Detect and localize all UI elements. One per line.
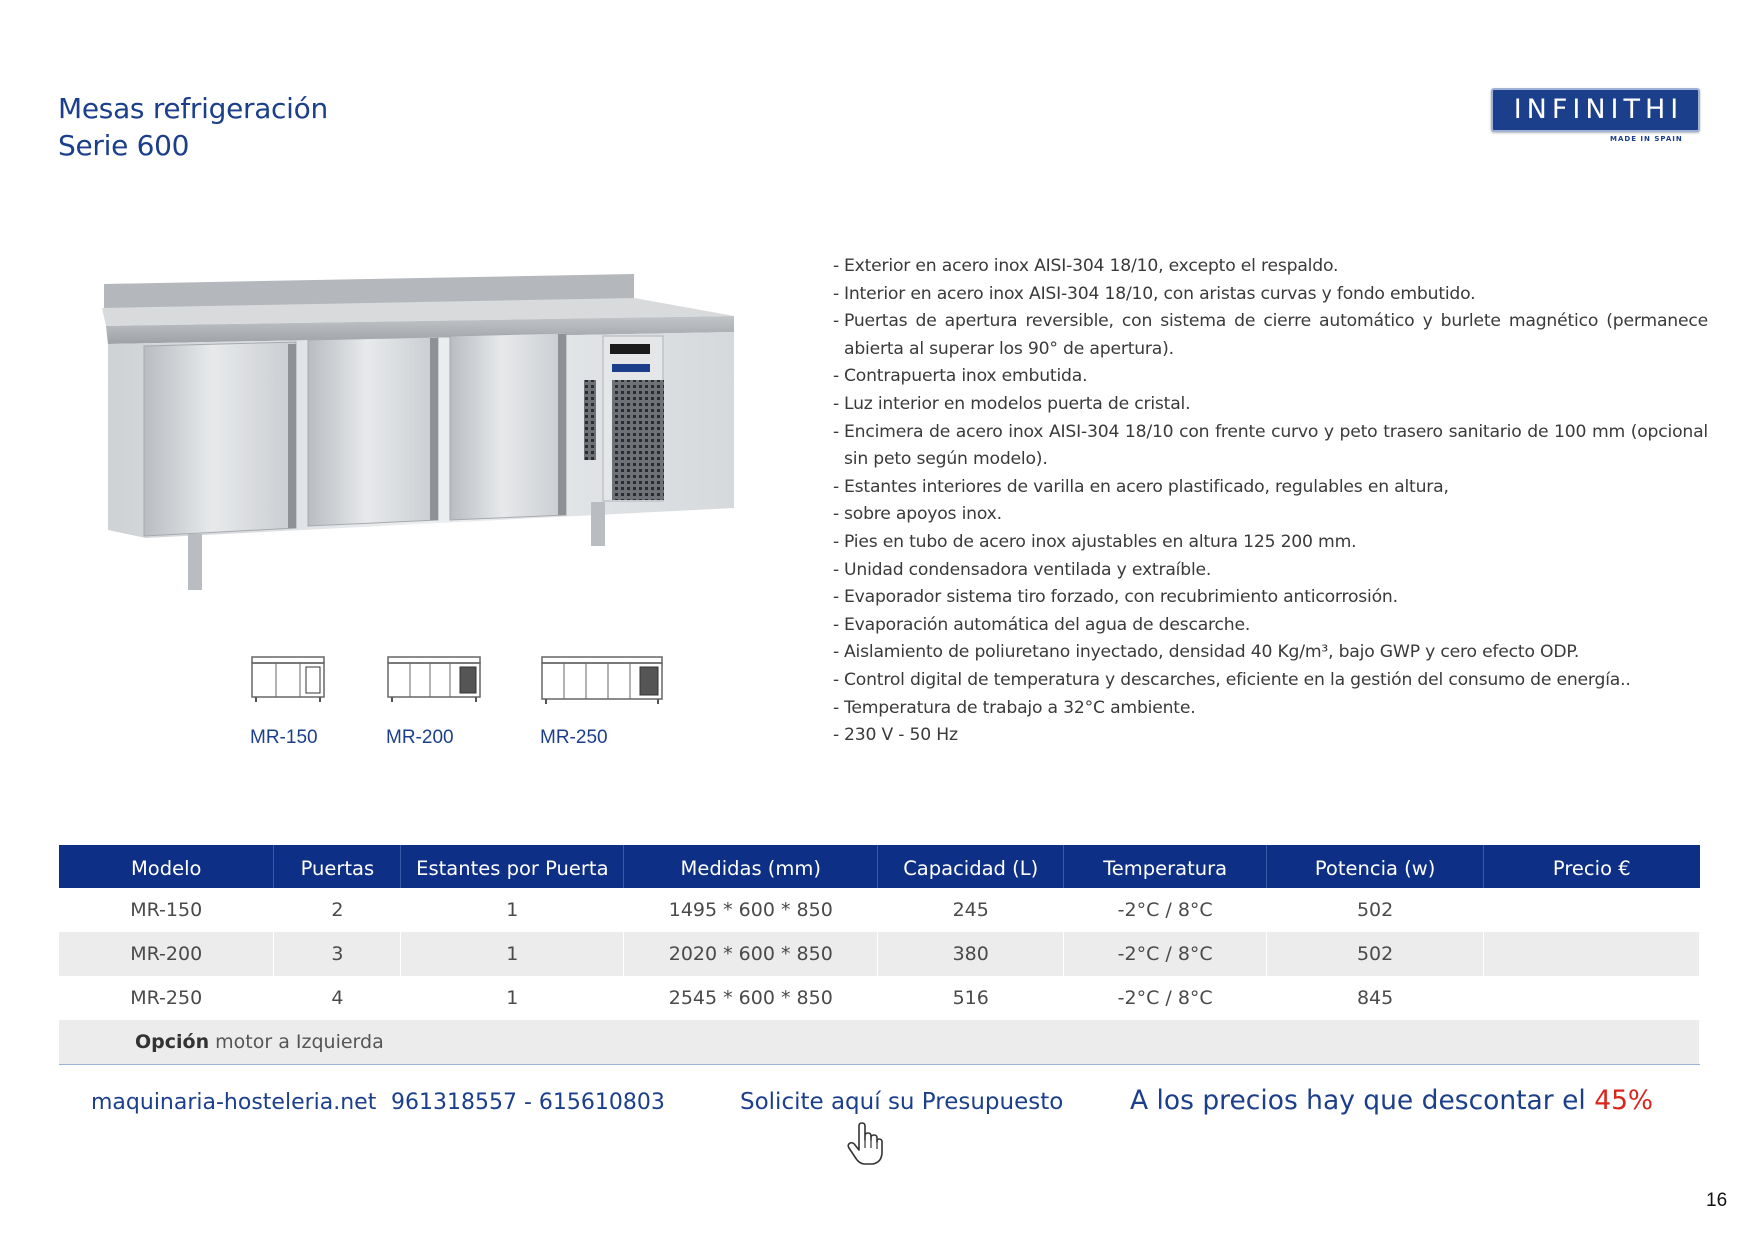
feature-item: - sobre apoyos inox.: [833, 501, 1708, 529]
column-header: Capacidad (L): [878, 845, 1064, 888]
table-cell: -2°C / 8°C: [1064, 888, 1267, 932]
hand-pointer-icon[interactable]: [847, 1122, 883, 1166]
phone-numbers[interactable]: 961318557 - 615610803: [391, 1090, 665, 1115]
request-quote-link[interactable]: Solicite aquí su Presupuesto: [740, 1089, 1064, 1115]
feature-item: - Evaporador sistema tiro forzado, con recubrimiento anticorrosión.: [833, 584, 1708, 612]
column-header: Puertas: [274, 845, 401, 888]
table-cell: [1484, 976, 1700, 1020]
brand-logo: [1491, 88, 1700, 132]
mr200-thumb-icon: [386, 655, 484, 703]
feature-item: - Encimera de acero inox AISI-304 18/10 con frente curvo y peto trasero sanitario de 100 mm (opcional sin peto según modelo).: [833, 419, 1708, 474]
discount-percent: 45%: [1594, 1085, 1654, 1116]
table-cell: 1: [401, 932, 624, 976]
page-number: 16: [1706, 1190, 1728, 1211]
model-label-mr150: MR-150: [250, 727, 318, 748]
table-cell: 3: [274, 932, 401, 976]
feature-item: - Exterior en acero inox AISI-304 18/10, excepto el respaldo.: [833, 253, 1708, 281]
feature-item: - 230 V - 50 Hz: [833, 722, 1708, 750]
feature-item: - Aislamiento de poliuretano inyectado, densidad 40 Kg/m³, bajo GWP y cero efecto ODP.: [833, 639, 1708, 667]
table-cell: -2°C / 8°C: [1064, 976, 1267, 1020]
table-cell: [1484, 888, 1700, 932]
table-cell: 4: [274, 976, 401, 1020]
feature-item: - Pies en tubo de acero inox ajustables en altura 125 200 mm.: [833, 529, 1708, 557]
table-cell: MR-250: [59, 976, 274, 1020]
table-cell: 1: [401, 888, 624, 932]
model-label-mr200: MR-200: [386, 727, 454, 748]
product-image: [86, 240, 736, 648]
discount-text: A los precios hay que descontar el: [1130, 1085, 1595, 1116]
mr250-thumb-icon: [540, 655, 666, 705]
option-row: [59, 1020, 1700, 1064]
feature-item: - Temperatura de trabajo a 32°C ambiente.: [833, 695, 1708, 723]
table-cell: 502: [1267, 932, 1484, 976]
feature-item: - Interior en acero inox AISI-304 18/10, con aristas curvas y fondo embutido.: [833, 281, 1708, 309]
column-header: Medidas (mm): [624, 845, 878, 888]
table-cell: 1: [401, 976, 624, 1020]
feature-item: - Estantes interiores de varilla en acero plastificado, regulables en altura,: [833, 474, 1708, 502]
option-text: motor a Izquierda: [209, 1030, 384, 1053]
table-cell: MR-200: [59, 932, 274, 976]
column-header: Precio €: [1484, 845, 1700, 888]
feature-item: - Evaporación automática del agua de descarche.: [833, 612, 1708, 640]
option-label: Opción: [135, 1030, 210, 1053]
website-link[interactable]: maquinaria-hosteleria.net: [91, 1090, 377, 1115]
table-cell: [1484, 932, 1700, 976]
feature-item: - Luz interior en modelos puerta de cristal.: [833, 391, 1708, 419]
specs-table: [59, 845, 1700, 1065]
table-cell: 245: [878, 888, 1064, 932]
feature-item: - Puertas de apertura reversible, con sistema de cierre automático y burlete magnético (permanece abierta al superar los 90° de apertura).: [833, 308, 1708, 363]
title-line-1: Mesas refrigeración: [58, 92, 328, 125]
model-label-mr250: MR-250: [540, 727, 608, 748]
feature-list: [833, 253, 1708, 750]
table-row: [59, 932, 1700, 976]
discount-notice: [1130, 1085, 1653, 1116]
table-cell: 845: [1267, 976, 1484, 1020]
table-cell: 2545 * 600 * 850: [624, 976, 878, 1020]
table-row: [59, 888, 1700, 932]
column-header: Temperatura: [1064, 845, 1267, 888]
table-cell: 2: [274, 888, 401, 932]
column-header: Modelo: [59, 845, 274, 888]
column-header: Estantes por Puerta: [401, 845, 624, 888]
table-cell: MR-150: [59, 888, 274, 932]
table-cell: -2°C / 8°C: [1064, 932, 1267, 976]
table-cell: 502: [1267, 888, 1484, 932]
option-cell: [59, 1020, 1700, 1064]
page-title: [58, 90, 328, 164]
table-cell: 516: [878, 976, 1064, 1020]
table-cell: 380: [878, 932, 1064, 976]
table-cell: 1495 * 600 * 850: [624, 888, 878, 932]
mr150-thumb-icon: [250, 655, 328, 703]
brand-tagline: MADE IN SPAIN: [1610, 135, 1683, 143]
title-line-2: Serie 600: [58, 129, 190, 162]
feature-item: - Unidad condensadora ventilada y extraíble.: [833, 557, 1708, 585]
table-header-row: [59, 845, 1700, 888]
feature-item: - Contrapuerta inox embutida.: [833, 363, 1708, 391]
table-cell: 2020 * 600 * 850: [624, 932, 878, 976]
brand-logo-text: INFINITHI: [1513, 94, 1684, 125]
column-header: Potencia (w): [1267, 845, 1484, 888]
feature-item: - Control digital de temperatura y descarches, eficiente en la gestión del consumo de energía..: [833, 667, 1708, 695]
table-row: [59, 976, 1700, 1020]
